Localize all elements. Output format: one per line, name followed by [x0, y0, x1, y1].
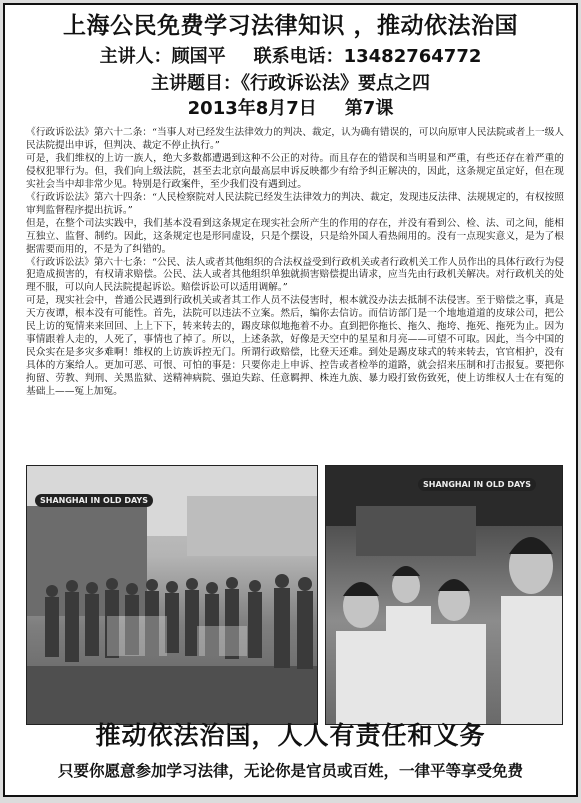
speaker-name: 主讲人：顾国平	[99, 46, 226, 67]
date-line	[5, 100, 576, 118]
lesson-number: 第7课	[344, 98, 394, 119]
lecture-topic: 主讲题目：《行政诉讼法》要点之四	[151, 73, 430, 94]
footer-note: 只要你愿意参加学习法律，无论你是官员或百姓，一律平等享受免费	[57, 762, 523, 780]
article-paragraph: 《行政诉讼法》第六十四条：“人民检察院对人民法院已经发生法律效力的判决、裁定，发现违反法律、法规规定的，有权按照审判监督程序提出抗诉。”	[26, 191, 564, 216]
article-paragraph: 可是，现实社会中，普通公民遇到行政机关或者其工作人员不法侵害时，根本就没办法去抵制不法侵害。至于赔偿之事，真是天方夜谭，根本没有可能性。首先，法院可以违法不立案。然后，编你去信访。而信访部门是一个地地道道的皮球公司，把公民上访的冤情来来回回、上上下下，转来转去的，踢皮球似地拖着不办。直到把你拖长、拖久、拖垮、拖死、拖死为止。因为事情跟着人走的，人死了，事情也了掉了。所以，上述条款，好像是天空中的星星和月亮——可望不可取。因此，当今中国的民众实在是多灾多难啊！维权的上访族诉控无门。所谓行政赔偿，比登天还难。到处是踢皮球式的转来转去，官官相护，没有具体的方案给人。更加可恶、可恨、可怕的事是：只要你走上申诉、控告或者检举的道路，就会招来压制和打击报复。要把你拘留、劳教、判刑、关黑监狱、送精神病院、强迫失踪、任意羁押、株连九族、暴力殴打致伤致死，使上访维权人士在有冤的基础上——冤上加冤。	[26, 295, 564, 398]
footer-slogan: 推动依法治国，人人有责任和义务	[95, 721, 486, 750]
article-body	[26, 127, 564, 399]
article-paragraph: 可是，我们维权的上访一族人，绝大多数都遭遇到这种不公正的对待。而且存在的错误和当明显和严重，有些还存在着严重的侵权犯罪行为。但，我们向上级法院，甚至去北京向最高层申诉反映都少有给予纠正解决的，因此，这条规定虽定好，但在现实社会当中却非常少见。特别是行政案件，至少我们没有遇到过。	[26, 152, 564, 190]
right-photo-sign: SHANGHAI IN OLD DAYS	[418, 478, 536, 491]
lecture-date: 2013年8月7日	[187, 98, 317, 119]
flyer-page	[3, 3, 578, 797]
speaker-line	[5, 48, 576, 66]
article-paragraph: 《行政诉讼法》第六十七条：“公民、法人或者其他组织的合法权益受到行政机关或者行政机关工作人员作出的具体行政行为侵犯造成损害的，有权请求赔偿。公民、法人或者其他组织单独就损害赔偿提出请求，应当先由行政机关解决。对行政机关的处理不服，可以向人民法院提起诉讼。赔偿诉讼可以适用调解。”	[26, 256, 564, 294]
contact-phone: 联系电话：13482764772	[253, 46, 482, 67]
article-paragraph: 但是，在整个司法实践中，我们基本没看到这条规定在现实社会所产生的作用的存在，并没有看到公、检、法、司之间，能相互独立、监督、制约。因此，这条规定也是形同虚设，只是个摆设，只是给外国人看热闹用的。没有一点现实意义，是为了根据需要而用的，不是为了纠错的。	[26, 217, 564, 255]
crowd-photo	[325, 465, 563, 725]
flyer-title: 上海公民免费学习法律知识 ，推动依法治国	[62, 13, 518, 39]
left-photo-sign: SHANGHAI IN OLD DAYS	[35, 494, 153, 507]
group-photo	[26, 465, 318, 725]
crowd-photo-scene	[326, 466, 562, 724]
article-paragraph: 《行政诉讼法》第六十二条：“当事人对已经发生法律效力的判决、裁定，认为确有错误的，可以向原审人民法院或者上一级人民法院提出申诉，但判决、裁定不停止执行。”	[26, 127, 564, 151]
